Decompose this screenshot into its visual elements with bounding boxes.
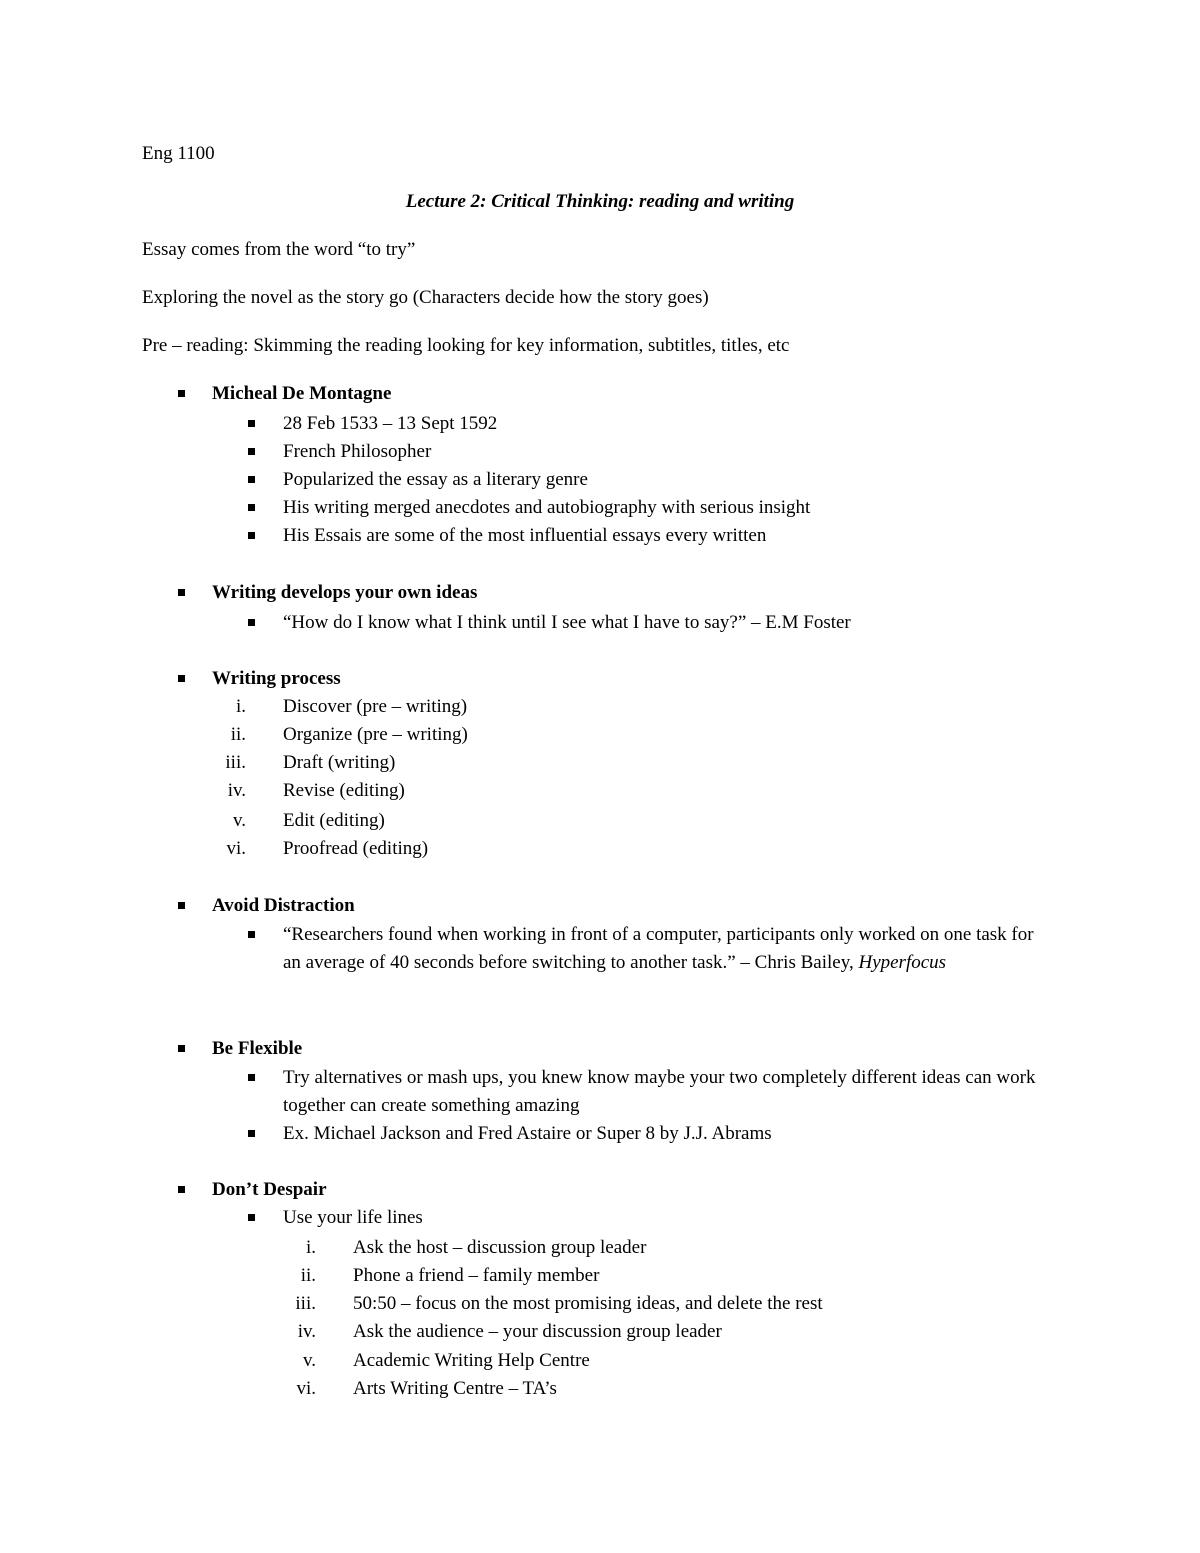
bullet-icon xyxy=(178,675,185,682)
list-item: “How do I know what I think until I see what I have to say?” – E.M Foster xyxy=(283,612,851,633)
bullet-icon xyxy=(248,420,255,427)
book-title: Hyperfocus xyxy=(858,952,947,973)
list-item: Academic Writing Help Centre xyxy=(353,1350,590,1371)
intro-paragraph: Essay comes from the word “to try” xyxy=(142,239,416,260)
list-item: 28 Feb 1533 – 13 Sept 1592 xyxy=(283,413,498,434)
list-numeral: iv. xyxy=(227,780,246,801)
list-numeral: iv. xyxy=(297,1321,316,1342)
bullet-icon xyxy=(178,902,185,909)
section-heading: Micheal De Montagne xyxy=(212,383,392,404)
bullet-icon xyxy=(178,390,185,397)
list-numeral: iii. xyxy=(295,1293,316,1314)
bullet-icon xyxy=(248,1130,255,1137)
quote-text: “Researchers found when working in front of a computer, participants only worked on one task for an average of 40 seconds before switching to another task.” – Chris Bailey, xyxy=(283,924,1034,973)
list-item: Organize (pre – writing) xyxy=(283,724,468,745)
list-numeral: vi. xyxy=(296,1378,316,1399)
bullet-icon xyxy=(248,448,255,455)
bullet-icon xyxy=(178,1186,185,1193)
bullet-icon xyxy=(248,619,255,626)
list-item: Arts Writing Centre – TA’s xyxy=(353,1378,557,1399)
bullet-icon xyxy=(248,504,255,511)
list-numeral: ii. xyxy=(300,1265,316,1286)
course-code: Eng 1100 xyxy=(142,143,215,164)
list-item: Ex. Michael Jackson and Fred Astaire or Super 8 by J.J. Abrams xyxy=(283,1123,772,1144)
list-item: Ask the host – discussion group leader xyxy=(353,1237,647,1258)
section-heading: Don’t Despair xyxy=(212,1179,327,1200)
quote-item xyxy=(283,921,1053,977)
list-item: Use your life lines xyxy=(283,1207,423,1228)
list-item: His writing merged anecdotes and autobiography with serious insight xyxy=(283,497,811,518)
list-item: Proofread (editing) xyxy=(283,838,429,859)
intro-paragraph: Exploring the novel as the story go (Characters decide how the story goes) xyxy=(142,287,709,308)
bullet-icon xyxy=(248,1214,255,1221)
intro-paragraph: Pre – reading: Skimming the reading looking for key information, subtitles, titles, etc xyxy=(142,335,790,356)
section-heading: Be Flexible xyxy=(212,1038,303,1059)
bullet-icon xyxy=(178,589,185,596)
list-item: 50:50 – focus on the most promising ideas, and delete the rest xyxy=(353,1293,823,1314)
list-item: Edit (editing) xyxy=(283,810,385,831)
list-item: Ask the audience – your discussion group leader xyxy=(353,1321,722,1342)
list-numeral: i. xyxy=(235,696,246,717)
list-numeral: i. xyxy=(305,1237,316,1258)
list-item: His Essais are some of the most influential essays every written xyxy=(283,525,767,546)
lecture-title: Lecture 2: Critical Thinking: reading and writing xyxy=(405,191,795,212)
bullet-icon xyxy=(248,931,255,938)
bullet-icon xyxy=(248,532,255,539)
section-heading: Avoid Distraction xyxy=(212,895,355,916)
section-heading: Writing process xyxy=(212,668,341,689)
list-numeral: iii. xyxy=(225,752,246,773)
list-numeral: v. xyxy=(232,810,246,831)
list-item: Phone a friend – family member xyxy=(353,1265,600,1286)
list-item: Popularized the essay as a literary genre xyxy=(283,469,588,490)
section-heading: Writing develops your own ideas xyxy=(212,582,478,603)
list-numeral: vi. xyxy=(226,838,246,859)
list-numeral: v. xyxy=(302,1350,316,1371)
list-numeral: ii. xyxy=(230,724,246,745)
list-item: Revise (editing) xyxy=(283,780,405,801)
list-item: Discover (pre – writing) xyxy=(283,696,468,717)
list-item: French Philosopher xyxy=(283,441,432,462)
list-item: Draft (writing) xyxy=(283,752,396,773)
bullet-icon xyxy=(248,1074,255,1081)
bullet-icon xyxy=(178,1045,185,1052)
bullet-icon xyxy=(248,476,255,483)
list-item: Try alternatives or mash ups, you knew know maybe your two completely different ideas can work together can create something amazing xyxy=(283,1067,1036,1116)
